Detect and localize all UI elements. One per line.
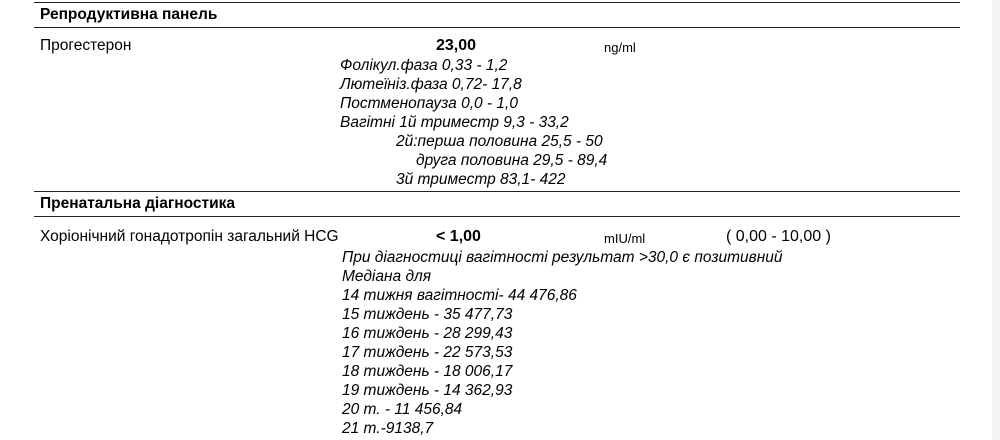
section-divider <box>34 191 960 192</box>
reference-note: 3й триместр 83,1- 422 <box>396 171 566 188</box>
reference-note: При діагностиці вагітності результат >30,0 є позитивний <box>342 249 783 266</box>
test-name-hcg: Хоріонічний гонадотропін загальний HCG <box>40 228 339 245</box>
reference-note: Медіана для <box>342 268 432 285</box>
reference-note: Постменопауза 0,0 - 1,0 <box>340 95 518 112</box>
reference-note: Вагітні 1й триместр 9,3 - 33,2 <box>340 114 569 131</box>
reference-note: Фолікул.фаза 0,33 - 1,2 <box>340 57 508 74</box>
reference-note: 16 тиждень - 28 299,43 <box>342 325 513 342</box>
reference-note: друга половина 29,5 - 89,4 <box>416 152 608 169</box>
reference-note: 14 тижня вагітності- 44 476,86 <box>342 287 577 304</box>
reference-note: Лютеїніз.фаза 0,72- 17,8 <box>340 76 522 93</box>
reference-note: 19 тиждень - 14 362,93 <box>342 382 513 399</box>
test-name-progesterone: Прогестерон <box>40 37 132 54</box>
reference-note: 21 т.-9138,7 <box>342 420 434 437</box>
test-reference-range-hcg: ( 0,00 - 10,00 ) <box>726 228 831 245</box>
page-left-margin <box>0 0 28 440</box>
reference-note: 15 тиждень - 35 477,73 <box>342 306 513 323</box>
test-value-hcg: < 1,00 <box>436 228 481 245</box>
test-unit-hcg: mIU/ml <box>604 231 646 246</box>
reference-note: 18 тиждень - 18 006,17 <box>342 363 513 380</box>
reference-note: 2й:перша половина 25,5 - 50 <box>396 133 603 150</box>
section-divider <box>34 216 960 217</box>
test-unit-progesterone: ng/ml <box>604 40 636 55</box>
reference-note: 20 т. - 11 456,84 <box>342 401 463 418</box>
section-title-prenatal: Пренатальна діагностика <box>40 195 236 212</box>
section-title-reproductive: Репродуктивна панель <box>40 6 218 23</box>
section-divider <box>34 2 960 3</box>
page-right-margin <box>992 0 1000 440</box>
reference-note: 17 тиждень - 22 573,53 <box>342 344 513 361</box>
test-value-progesterone: 23,00 <box>436 37 477 54</box>
section-divider <box>34 27 960 28</box>
